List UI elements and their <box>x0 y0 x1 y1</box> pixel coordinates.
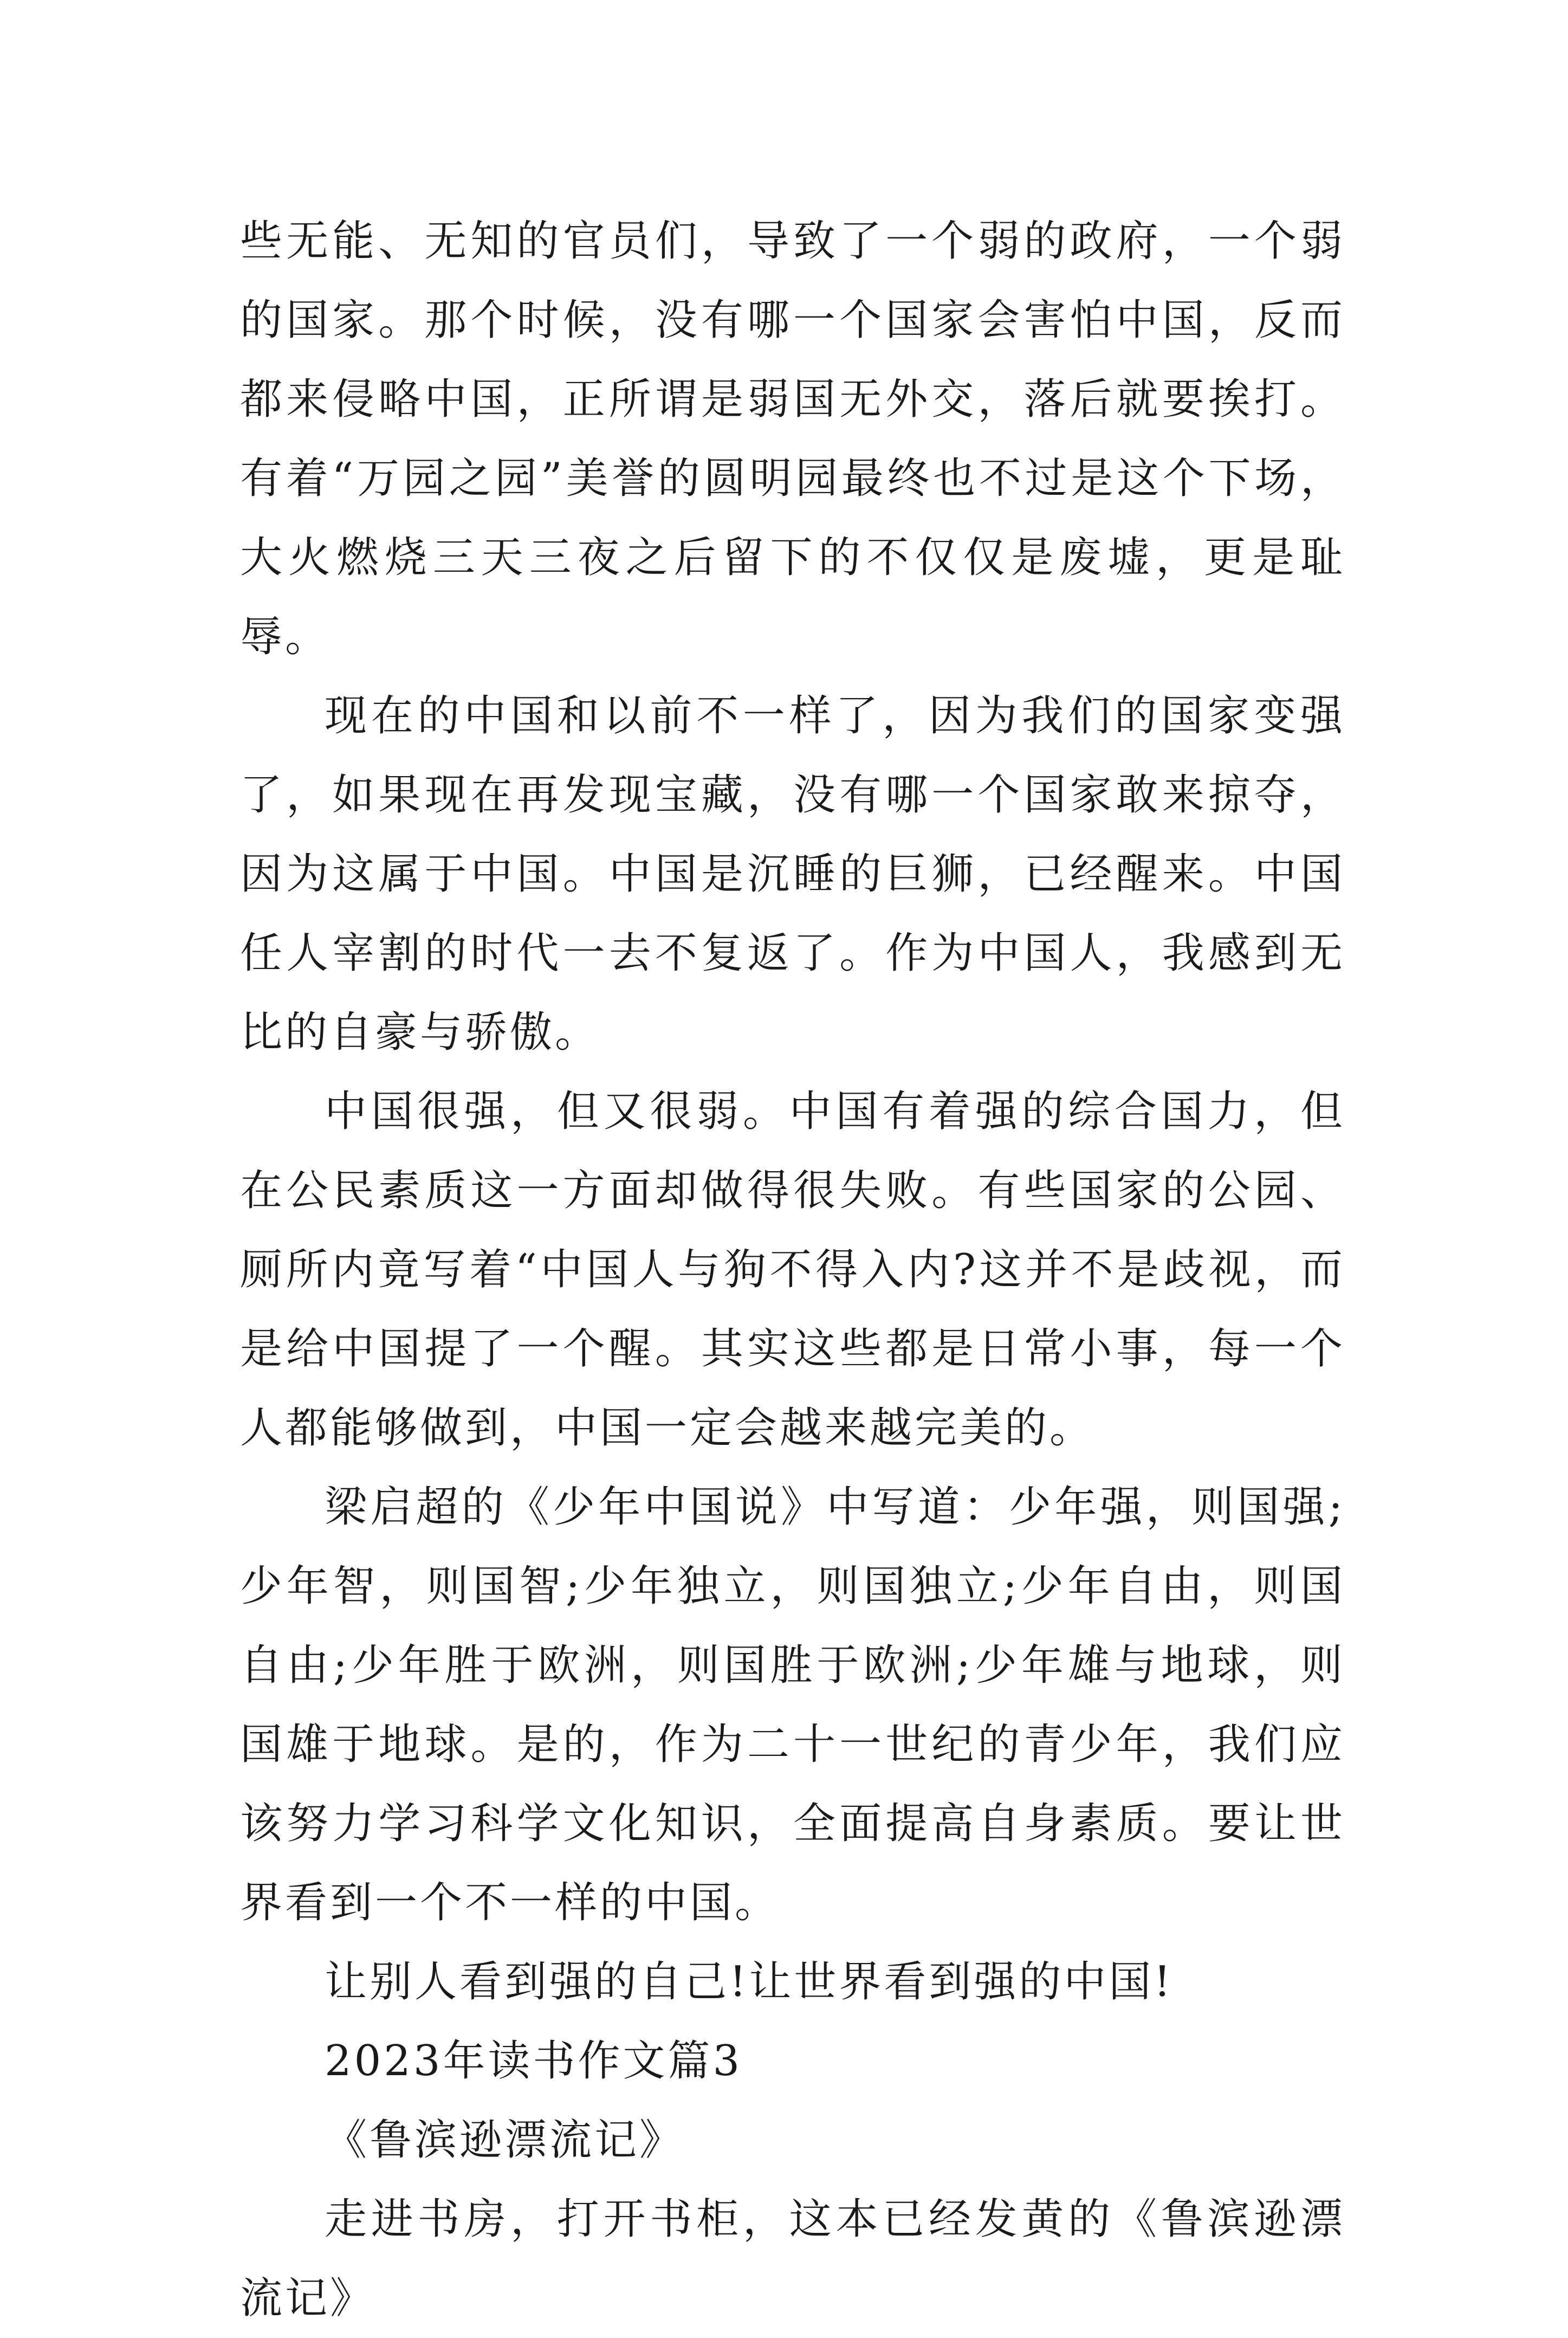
section-heading: 2023年读书作文篇3 <box>325 2037 743 2085</box>
paragraph: 现在的中国和以前不一样了，因为我们的国家变强了，如果现在再发现宝藏，没有哪一个国家敢来掠夺，因为这属于中国。中国是沉睡的巨狮，已经醒来。中国任人宰割的时代一去不复返了。作为中国人，我感到无比的自豪与骄傲。 <box>240 692 1345 1057</box>
paragraph-continuation: 些无能、无知的官员们，导致了一个弱的政府，一个弱的国家。那个时候，没有哪一个国家会害怕中国，反而都来侵略中国，正所谓是弱国无外交，落后就要挨打。有着“万园之园”美誉的圆明园最终也不过是这个下场，大火燃烧三天三夜之后留下的不仅仅是废墟，更是耻辱。 <box>240 217 1345 661</box>
paragraph: 中国很强，但又很弱。中国有着强的综合国力，但在公民素质这一方面却做得很失败。有些国家的公园、厕所内竟写着“中国人与狗不得入内?这并不是歧视，而是给中国提了一个醒。其实这些都是日常小事，每一个人都能够做到，中国一定会越来越完美的。 <box>240 1087 1345 1452</box>
paragraph: 梁启超的《少年中国说》中写道：少年强，则国强;少年智，则国智;少年独立，则国独立;少年自由，则国自由;少年胜于欧洲，则国胜于欧洲;少年雄与地球，则国雄于地球。是的，作为二十一世纪的青少年，我们应该努力学习科学文化知识，全面提高自身素质。要让世界看到一个不一样的中国。 <box>240 1483 1345 1927</box>
book-title: 《鲁滨逊漂流记》 <box>325 2116 685 2165</box>
document-body <box>240 202 1345 2338</box>
paragraph: 让别人看到强的自己!让世界看到强的中国! <box>325 1958 1174 2006</box>
paragraph: 走进书房，打开书柜，这本已经发黄的《鲁滨逊漂流记》 <box>240 2195 1345 2323</box>
